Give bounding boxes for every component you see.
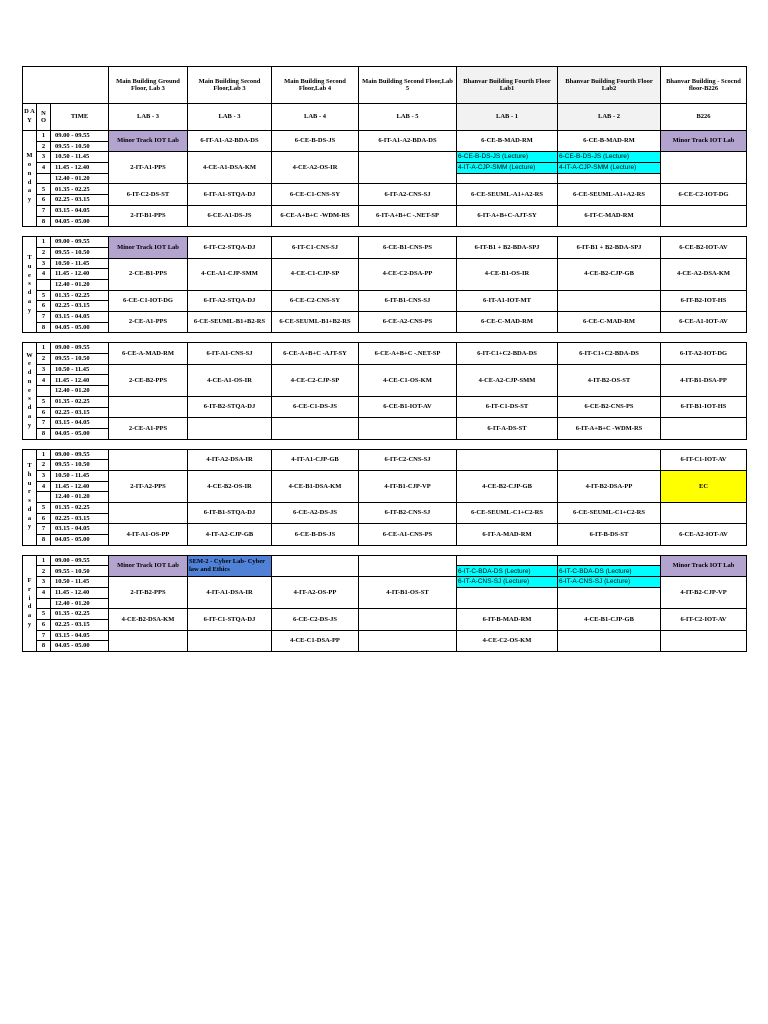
session-cell: 6-CE-A2-IOT-AV	[661, 524, 747, 545]
session-cell: 2-CE-A1-PPS	[109, 312, 188, 333]
slot-time: 09.00 - 09.55	[51, 449, 109, 460]
lab-header: LAB - 1	[457, 104, 558, 131]
session-cell	[272, 418, 359, 439]
slot-time: 03.15 - 04.05	[51, 205, 109, 216]
session-cell: 6-IT-C2-IOT-AV	[661, 609, 747, 630]
session-cell	[359, 609, 457, 630]
lab-header: LAB - 3	[109, 104, 188, 131]
session-cell: 6-CE-B-MAD-RM	[558, 131, 661, 152]
session-cell: 2-IT-A2-PPS	[109, 470, 188, 502]
day-separator	[23, 333, 747, 343]
time-slot-row	[23, 131, 747, 142]
session-cell: 6-CE-B2-CNS-PS	[558, 396, 661, 417]
session-cell: 6-IT-B-MAD-RM	[457, 609, 558, 630]
session-cell	[558, 449, 661, 470]
slot-time: 11.45 - 12.40	[51, 375, 109, 386]
session-cell: 6-CE-B-DS-JS	[272, 524, 359, 545]
session-cell: 6-IT-A+B+C -.NET-SP	[359, 205, 457, 226]
time-slot-row	[23, 609, 747, 620]
time-slot-row	[23, 205, 747, 216]
session-cell: 6-IT-B1-STQA-DJ	[188, 503, 272, 524]
slot-time: 10.50 - 11.45	[51, 364, 109, 375]
day-separator	[23, 439, 747, 449]
session-cell: 2-IT-B1-PPS	[109, 205, 188, 226]
slot-number	[37, 598, 51, 609]
slot-time: 09.00 - 09.55	[51, 555, 109, 566]
slot-time: 09.00 - 09.55	[51, 131, 109, 142]
building-header: Main Building Second Floor,Lab 5	[359, 67, 457, 104]
building-header: Main Building Ground Floor, Lab 3	[109, 67, 188, 104]
session-cell: 6-IT-A-DS-ST	[457, 418, 558, 439]
session-cell: 4-CE-A2-DSA-KM	[661, 258, 747, 290]
slot-number: 2	[37, 460, 51, 471]
slot-time: 02.25 - 03.15	[51, 301, 109, 312]
slot-number: 8	[37, 216, 51, 227]
session-cell: 6-IT-A1-CNS-SJ	[188, 343, 272, 364]
slot-time: 03.15 - 04.05	[51, 630, 109, 641]
slot-time: 11.45 - 12.40	[51, 163, 109, 174]
time-slot-row	[23, 470, 747, 481]
slot-time: 04.05 - 05.00	[51, 322, 109, 333]
lab-header-row	[23, 104, 747, 131]
day-label: M o n d a y	[23, 131, 37, 227]
session-cell: 6-CE-B2-IOT-AV	[661, 237, 747, 258]
slot-time: 10.50 - 11.45	[51, 577, 109, 588]
session-cell: 6-IT-A2-STQA-DJ	[188, 290, 272, 311]
session-cell: 6-CE-C1-DS-JS	[272, 396, 359, 417]
session-cell	[661, 503, 747, 524]
session-cell: 6-CE-C2-DS-JS	[272, 609, 359, 630]
slot-number: 4	[37, 163, 51, 174]
lab-header: LAB - 5	[359, 104, 457, 131]
slot-number	[37, 173, 51, 184]
slot-time: 12.40 - 01.20	[51, 598, 109, 609]
building-header-row	[23, 67, 747, 104]
time-slot-row	[23, 184, 747, 195]
session-cell: 4-CE-C2-OS-KM	[457, 630, 558, 651]
slot-number	[37, 386, 51, 397]
day-label: W e d n e s d a y	[23, 343, 37, 439]
session-cell: 6-IT-A-CNS-SJ (Lecture)	[457, 577, 558, 588]
building-header: Bhanvar Building Fourth Floor Lab1	[457, 67, 558, 104]
session-cell: Minor Track IOT Lab	[109, 131, 188, 152]
session-cell: 6-IT-C1+C2-BDA-DS	[457, 343, 558, 364]
slot-time: 01.35 - 02.25	[51, 184, 109, 195]
session-cell: 4-IT-B2-CJP-VP	[661, 577, 747, 609]
slot-number: 1	[37, 343, 51, 354]
session-cell: 4-IT-B2-DSA-PP	[558, 470, 661, 502]
session-cell: 4-CE-A2-OS-IR	[272, 152, 359, 184]
session-cell	[457, 173, 558, 184]
session-cell: 4-CE-C2-CJP-SP	[272, 364, 359, 396]
session-cell: 6-IT-B2-CNS-SJ	[359, 503, 457, 524]
slot-number: 8	[37, 641, 51, 652]
time-slot-row	[23, 555, 747, 566]
session-cell: 4-CE-B1-CJP-GB	[558, 609, 661, 630]
slot-time: 09.55 - 10.50	[51, 460, 109, 471]
slot-time: 12.40 - 01.20	[51, 386, 109, 397]
slot-time: 11.45 - 12.40	[51, 481, 109, 492]
session-cell	[457, 449, 558, 470]
session-cell	[359, 152, 457, 184]
session-cell	[359, 418, 457, 439]
slot-number: 7	[37, 524, 51, 535]
slot-number: 3	[37, 152, 51, 163]
slot-time: 03.15 - 04.05	[51, 418, 109, 429]
time-slot-row	[23, 449, 747, 460]
session-cell	[272, 555, 359, 576]
session-cell: 2-CE-B2-PPS	[109, 364, 188, 396]
session-cell	[661, 205, 747, 226]
slot-number: 5	[37, 184, 51, 195]
slot-time: 10.50 - 11.45	[51, 258, 109, 269]
lab-header: LAB - 2	[558, 104, 661, 131]
session-cell: 4-CE-C2-DSA-PP	[359, 258, 457, 290]
session-cell	[661, 418, 747, 439]
session-cell	[109, 396, 188, 417]
time-slot-row	[23, 418, 747, 429]
session-cell: 4-CE-B1-DSA-KM	[272, 470, 359, 502]
time-slot-row	[23, 503, 747, 514]
slot-time: 11.45 - 12.40	[51, 269, 109, 280]
time-slot-row	[23, 258, 747, 269]
session-cell: 6-IT-A1-STQA-DJ	[188, 184, 272, 205]
slot-number: 1	[37, 449, 51, 460]
session-cell: 4-CE-B2-OS-IR	[188, 470, 272, 502]
session-cell: 4-CE-B2-CJP-GB	[558, 258, 661, 290]
slot-number: 6	[37, 195, 51, 206]
day-separator	[23, 227, 747, 237]
session-cell: 4-IT-A-CJP-SMM (Lecture)	[457, 163, 558, 174]
slot-number: 6	[37, 513, 51, 524]
session-cell	[109, 449, 188, 470]
session-cell: 6-IT-B2-IOT-HS	[661, 290, 747, 311]
session-cell: 6-CE-B1-CNS-PS	[359, 237, 457, 258]
session-cell: 6-CE-B-DS-JS (Lecture)	[457, 152, 558, 163]
session-cell: 6-CE-SEUML-B1+B2-RS	[272, 312, 359, 333]
session-cell: 4-CE-C1-CJP-SP	[272, 258, 359, 290]
slot-number: 6	[37, 301, 51, 312]
session-cell: 2-IT-A1-PPS	[109, 152, 188, 184]
session-cell: 2-IT-B2-PPS	[109, 577, 188, 609]
slot-time: 09.55 - 10.50	[51, 354, 109, 365]
session-cell	[359, 555, 457, 576]
session-cell	[558, 173, 661, 184]
day-separator	[23, 545, 747, 555]
slot-number: 7	[37, 418, 51, 429]
session-cell	[188, 630, 272, 651]
session-cell: 4-IT-A2-OS-PP	[272, 577, 359, 609]
session-cell: 6-CE-B1-IOT-AV	[359, 396, 457, 417]
slot-time: 04.05 - 05.00	[51, 535, 109, 546]
building-header: Main Building Second Floor,Lab 4	[272, 67, 359, 104]
session-cell: 6-IT-A2-IOT-DG	[661, 343, 747, 364]
day-label: F r i d a y	[23, 555, 37, 651]
slot-number: 6	[37, 619, 51, 630]
session-cell: 6-IT-B1 + B2-BDA-SPJ	[457, 237, 558, 258]
session-cell: 6-IT-C1-DS-ST	[457, 396, 558, 417]
session-cell: 6-IT-B1-CNS-SJ	[359, 290, 457, 311]
session-cell	[188, 418, 272, 439]
day-label: T h u r s d a y	[23, 449, 37, 545]
building-header: Bhanvar Building Fourth Floor Lab2	[558, 67, 661, 104]
session-cell: Minor Track IOT Lab	[661, 131, 747, 152]
lab-header: LAB - 3	[188, 104, 272, 131]
session-cell: 6-CE-SEUML-A1+A2-RS	[457, 184, 558, 205]
slot-number: 4	[37, 587, 51, 598]
session-cell: 6-IT-C2-CNS-SJ	[359, 449, 457, 470]
time-slot-row	[23, 152, 747, 163]
session-cell: 6-CE-B-DS-JS (Lecture)	[558, 152, 661, 163]
session-cell: 6-CE-SEUML-A1+A2-RS	[558, 184, 661, 205]
session-cell: 6-IT-A-MAD-RM	[457, 524, 558, 545]
slot-time: 01.35 - 02.25	[51, 396, 109, 407]
session-cell: 6-CE-C2-IOT-DG	[661, 184, 747, 205]
session-cell: 4-IT-A2-CJP-GB	[188, 524, 272, 545]
slot-number: 8	[37, 428, 51, 439]
session-cell: 6-IT-C2-DS-ST	[109, 184, 188, 205]
session-cell: 6-CE-A+B+C -.NET-SP	[359, 343, 457, 364]
slot-time: 01.35 - 02.25	[51, 290, 109, 301]
session-cell	[661, 152, 747, 184]
slot-number: 8	[37, 322, 51, 333]
session-cell: Minor Track IOT Lab	[109, 555, 188, 576]
slot-number: 5	[37, 290, 51, 301]
slot-number: 8	[37, 535, 51, 546]
session-cell: 6-IT-A+B+C-AJT-SY	[457, 205, 558, 226]
session-cell: 4-IT-A1-DSA-IR	[188, 577, 272, 609]
session-cell: 6-IT-A1-IOT-MT	[457, 290, 558, 311]
time-slot-row	[23, 290, 747, 301]
slot-number: 2	[37, 141, 51, 152]
slot-time: 04.05 - 05.00	[51, 641, 109, 652]
session-cell: 2-CE-A1-PPS	[109, 418, 188, 439]
slot-number: 6	[37, 407, 51, 418]
session-cell: 4-IT-B1-OS-ST	[359, 577, 457, 609]
session-cell: 2-CE-B1-PPS	[109, 258, 188, 290]
session-cell: 4-CE-A1-OS-IR	[188, 364, 272, 396]
slot-number: 2	[37, 247, 51, 258]
time-slot-row	[23, 396, 747, 407]
session-cell: EC	[661, 470, 747, 502]
slot-time: 11.45 - 12.40	[51, 587, 109, 598]
session-cell: 4-IT-A2-DSA-IR	[188, 449, 272, 470]
time-slot-row	[23, 343, 747, 354]
slot-number: 3	[37, 258, 51, 269]
session-cell: 6-IT-C1-IOT-AV	[661, 449, 747, 470]
slot-number: 3	[37, 470, 51, 481]
session-cell: 4-CE-A1-CJP-SMM	[188, 258, 272, 290]
session-cell	[661, 630, 747, 651]
day-label: T u e s d a y	[23, 237, 37, 333]
session-cell: 4-IT-B1-DSA-PP	[661, 364, 747, 396]
slot-time: 09.00 - 09.55	[51, 343, 109, 354]
session-cell: 6-CE-C1-IOT-DG	[109, 290, 188, 311]
session-cell: 6-CE-A1-DS-JS	[188, 205, 272, 226]
time-column-header: TIME	[51, 104, 109, 131]
slot-number: 7	[37, 205, 51, 216]
session-cell: 6-CE-A-MAD-RM	[109, 343, 188, 364]
lab-header: B226	[661, 104, 747, 131]
session-cell: 6-CE-B-MAD-RM	[457, 131, 558, 152]
session-cell: 4-CE-A1-DSA-KM	[188, 152, 272, 184]
session-cell: 4-IT-B1-CJP-VP	[359, 470, 457, 502]
session-cell: 4-CE-B2-DSA-KM	[109, 609, 188, 630]
session-cell	[558, 555, 661, 566]
session-cell: 6-CE-C2-CNS-SY	[272, 290, 359, 311]
slot-time: 10.50 - 11.45	[51, 470, 109, 481]
session-cell: 6-CE-C1-CNS-SY	[272, 184, 359, 205]
day-column-header: D A Y	[23, 104, 37, 131]
session-cell: SEM-2 - Cyber Lab- Cyber law and Ethics	[188, 555, 272, 576]
session-cell: 6-IT-A+B+C -WDM-RS	[558, 418, 661, 439]
slot-time: 09.55 - 10.50	[51, 247, 109, 258]
slot-time: 12.40 - 01.20	[51, 173, 109, 184]
slot-time: 09.00 - 09.55	[51, 237, 109, 248]
slot-time: 03.15 - 04.05	[51, 524, 109, 535]
time-slot-row	[23, 577, 747, 588]
time-slot-row	[23, 630, 747, 641]
timetable	[22, 66, 746, 652]
session-cell: 6-IT-B-DS-ST	[558, 524, 661, 545]
session-cell: 6-CE-SEUML-B1+B2-RS	[188, 312, 272, 333]
slot-time: 02.25 - 03.15	[51, 513, 109, 524]
slot-number: 5	[37, 503, 51, 514]
session-cell: 4-CE-A2-CJP-SMM	[457, 364, 558, 396]
session-cell: 6-IT-B2-STQA-DJ	[188, 396, 272, 417]
session-cell: 6-IT-A1-A2-BDA-DS	[359, 131, 457, 152]
session-cell: 6-IT-C-MAD-RM	[558, 205, 661, 226]
session-cell: 6-CE-A2-CNS-PS	[359, 312, 457, 333]
slot-number: 7	[37, 312, 51, 323]
slot-number: 5	[37, 396, 51, 407]
session-cell: 6-IT-C1-STQA-DJ	[188, 609, 272, 630]
session-cell: 6-IT-A2-CNS-SJ	[359, 184, 457, 205]
session-cell	[109, 630, 188, 651]
session-cell: 6-CE-A+B+C -WDM-RS	[272, 205, 359, 226]
time-slot-row	[23, 237, 747, 248]
session-cell: 4-IT-B2-OS-ST	[558, 364, 661, 396]
slot-number	[37, 279, 51, 290]
slot-time: 02.25 - 03.15	[51, 407, 109, 418]
time-slot-row	[23, 524, 747, 535]
building-header: Main Building Second Floor,Lab 3	[188, 67, 272, 104]
session-cell	[109, 503, 188, 524]
slot-time: 09.55 - 10.50	[51, 566, 109, 577]
slot-time: 04.05 - 05.00	[51, 216, 109, 227]
lab-header: LAB - 4	[272, 104, 359, 131]
slot-time: 01.35 - 02.25	[51, 503, 109, 514]
slot-number: 4	[37, 481, 51, 492]
session-cell: 6-IT-C2-STQA-DJ	[188, 237, 272, 258]
slot-time: 02.25 - 03.15	[51, 195, 109, 206]
session-cell: 6-IT-C1-CNS-SJ	[272, 237, 359, 258]
session-cell: 6-IT-C-BDA-DS (Lecture)	[558, 566, 661, 577]
slot-time: 10.50 - 11.45	[51, 152, 109, 163]
time-slot-row	[23, 364, 747, 375]
session-cell: 6-IT-C1+C2-BDA-DS	[558, 343, 661, 364]
slot-time: 01.35 - 02.25	[51, 609, 109, 620]
session-cell: 6-IT-A-CNS-SJ (Lecture)	[558, 577, 661, 588]
slot-column-header: N O	[37, 104, 51, 131]
session-cell: Minor Track IOT Lab	[109, 237, 188, 258]
session-cell: 6-IT-B1 + B2-BDA-SPJ	[558, 237, 661, 258]
timetable-grid	[22, 66, 747, 652]
slot-time: 02.25 - 03.15	[51, 619, 109, 630]
slot-time: 03.15 - 04.05	[51, 312, 109, 323]
session-cell: 6-IT-A1-A2-BDA-DS	[188, 131, 272, 152]
slot-number: 1	[37, 131, 51, 142]
session-cell: 4-IT-A1-CJP-GB	[272, 449, 359, 470]
session-cell: 6-CE-B-DS-JS	[272, 131, 359, 152]
session-cell: 6-CE-A2-DS-JS	[272, 503, 359, 524]
slot-number: 2	[37, 354, 51, 365]
slot-time: 12.40 - 01.20	[51, 492, 109, 503]
slot-time: 04.05 - 05.00	[51, 428, 109, 439]
slot-number: 7	[37, 630, 51, 641]
session-cell: 6-CE-A+B+C -AJT-SY	[272, 343, 359, 364]
time-slot-row	[23, 312, 747, 323]
slot-time: 09.55 - 10.50	[51, 141, 109, 152]
session-cell	[558, 587, 661, 608]
session-cell	[558, 290, 661, 311]
session-cell	[457, 555, 558, 566]
session-cell: 4-CE-C1-DSA-PP	[272, 630, 359, 651]
session-cell	[558, 630, 661, 651]
session-cell: 6-CE-A1-IOT-AV	[661, 312, 747, 333]
session-cell: 4-CE-B1-OS-IR	[457, 258, 558, 290]
slot-time: 12.40 - 01.20	[51, 279, 109, 290]
session-cell: 6-IT-B1-IOT-HS	[661, 396, 747, 417]
slot-number: 5	[37, 609, 51, 620]
slot-number: 4	[37, 375, 51, 386]
session-cell: 6-CE-C-MAD-RM	[558, 312, 661, 333]
slot-number: 1	[37, 237, 51, 248]
slot-number: 3	[37, 577, 51, 588]
session-cell: Minor Track IOT Lab	[661, 555, 747, 576]
session-cell: 4-CE-C1-OS-KM	[359, 364, 457, 396]
slot-number: 3	[37, 364, 51, 375]
header-blank	[23, 67, 109, 104]
session-cell: 6-IT-C-BDA-DS (Lecture)	[457, 566, 558, 577]
session-cell: 4-IT-A-CJP-SMM (Lecture)	[558, 163, 661, 174]
session-cell: 6-CE-SEUML-C1+C2-RS	[558, 503, 661, 524]
session-cell: 6-CE-SEUML-C1+C2-RS	[457, 503, 558, 524]
session-cell	[359, 630, 457, 651]
session-cell: 4-IT-A1-OS-PP	[109, 524, 188, 545]
session-cell: 4-CE-B2-CJP-GB	[457, 470, 558, 502]
slot-number: 4	[37, 269, 51, 280]
session-cell	[457, 587, 558, 608]
session-cell: 6-CE-C-MAD-RM	[457, 312, 558, 333]
slot-number: 1	[37, 555, 51, 566]
slot-number: 2	[37, 566, 51, 577]
slot-number	[37, 492, 51, 503]
building-header: Bhanvar Building - Scocnd floor-B226	[661, 67, 747, 104]
session-cell: 6-CE-A1-CNS-PS	[359, 524, 457, 545]
